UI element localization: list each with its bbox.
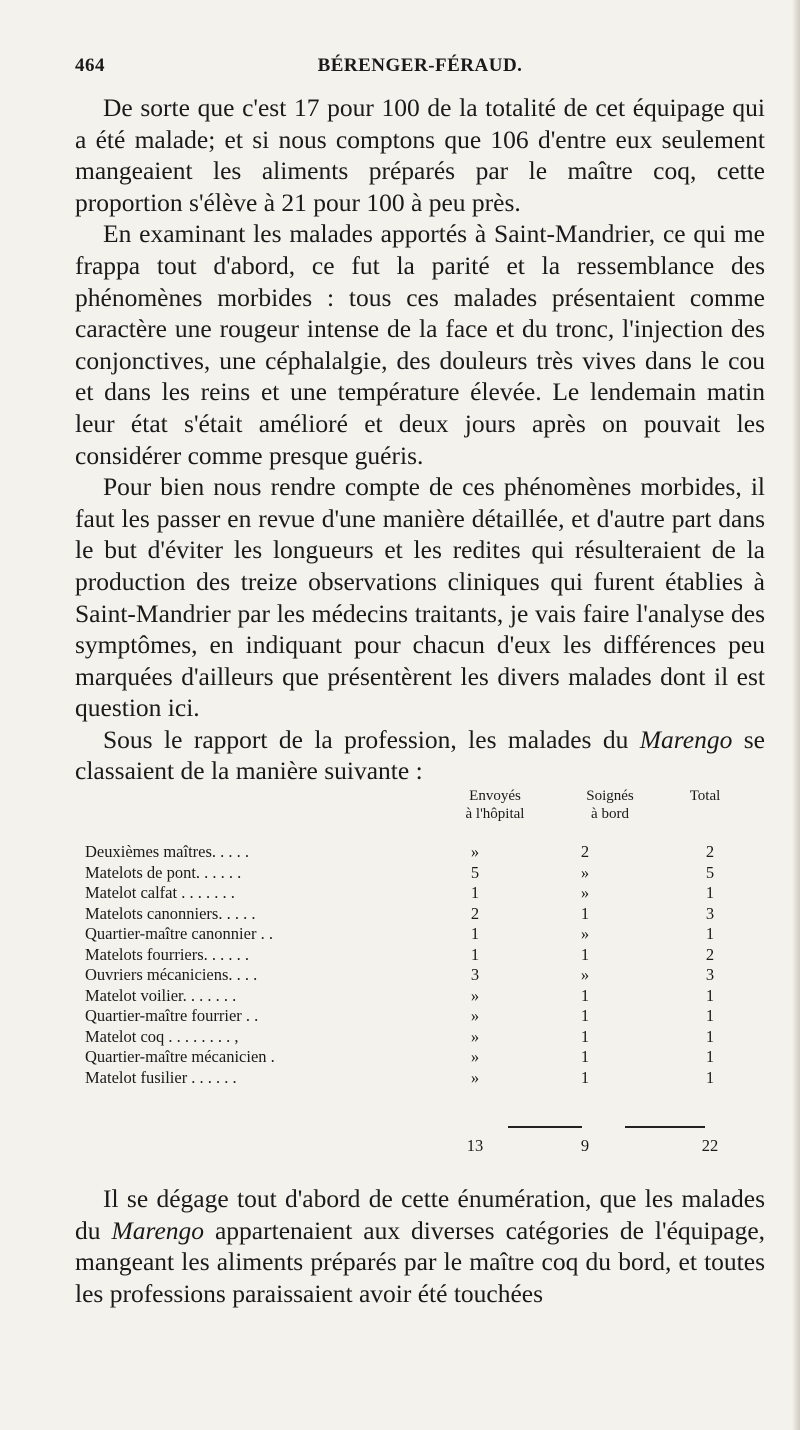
cell-soignes: 1 <box>580 1067 590 1087</box>
cell-envoyes: 1 <box>470 883 480 902</box>
sum-rule <box>508 1126 582 1128</box>
cell-soignes: » <box>580 862 590 882</box>
paragraph <box>75 1183 765 1309</box>
cell-envoyes: » <box>470 1047 480 1066</box>
row-label: Quartier-maître fourrier . . <box>85 1006 259 1025</box>
text-run: se classaient de la manière suivante : <box>75 724 765 786</box>
table-row <box>75 1047 765 1068</box>
table-row <box>75 904 765 925</box>
table-row <box>75 924 765 945</box>
cell-soignes: 1 <box>580 903 590 923</box>
text-run: Il se dégage tout d'abord de cette énumération, que les malades du <box>75 1184 765 1245</box>
cell-envoyes: 3 <box>470 965 480 984</box>
cell-soignes: 1 <box>580 1047 590 1066</box>
cell-total: 1 <box>705 1006 715 1025</box>
scan-edge <box>792 0 800 1430</box>
header-soignes <box>555 787 665 823</box>
cell-envoyes: 1 <box>470 944 480 964</box>
cell-envoyes: 1 <box>470 924 480 943</box>
cell-total: 1 <box>705 883 715 902</box>
cell-total: 3 <box>705 965 715 984</box>
cell-total: 1 <box>705 1067 715 1087</box>
row-label: Deuxièmes maîtres. . . . . <box>85 842 250 861</box>
cell-total: 1 <box>705 1026 715 1046</box>
cell-envoyes: 5 <box>470 862 480 882</box>
header-envoyes <box>425 787 565 823</box>
row-label: Matelot calfat . . . . . . . <box>85 883 235 902</box>
table-row <box>75 863 765 884</box>
header-soignes-line1: Soignés <box>586 788 634 804</box>
total-soignes: 9 <box>580 1136 590 1155</box>
header-total: Total <box>689 788 721 804</box>
cell-total: 1 <box>705 924 715 943</box>
cell-envoyes: » <box>470 1067 480 1087</box>
text-run: appartenaient aux diverses catégories de l'équipage, mangeant les aliments préparés par le maître coq du bord, et toutes les professions paraissaient avoir été touchées <box>75 1215 766 1308</box>
table-row <box>75 986 765 1007</box>
page-number: 464 <box>75 55 105 76</box>
row-label: Matelot coq . . . . . . . . , <box>85 1026 239 1046</box>
cell-total: 1 <box>705 1047 715 1066</box>
cell-envoyes: » <box>470 1006 480 1025</box>
table-row <box>75 1027 765 1048</box>
cell-soignes: » <box>580 883 590 902</box>
row-label: Matelot voilier. . . . . . . <box>85 985 237 1005</box>
header-soignes-line2: à bord <box>591 806 629 822</box>
paragraph: De sorte que c'est 17 pour 100 de la totalité de cet équipage qui a été malade; et si nous comptons que 106 d'entre eux seulement mangeaient les aliments préparés par le maître coq, cette proportion s'élève à 21 pour 100 à peu près. <box>75 93 765 217</box>
header-envoyes-line2: à l'hôpital <box>465 806 525 822</box>
text-run: Sous le rapport de la profession, les malades du <box>103 724 640 754</box>
table-row <box>75 965 765 986</box>
total-total: 22 <box>701 1136 719 1155</box>
closing-paragraph <box>75 1183 765 1309</box>
sum-rule <box>625 1126 705 1128</box>
table-header <box>75 787 765 837</box>
row-label: Quartier-maître mécanicien . <box>85 1047 275 1066</box>
cell-total: 3 <box>705 903 715 923</box>
table-row <box>75 1068 765 1089</box>
table-row <box>75 883 765 904</box>
row-label: Matelot fusilier . . . . . . <box>85 1067 237 1087</box>
row-label: Matelots de pont. . . . . . <box>85 862 242 882</box>
paragraph <box>75 724 765 787</box>
cell-total: 2 <box>705 944 715 964</box>
ship-name: Marengo <box>639 724 733 754</box>
total-envoyes: 13 <box>466 1136 484 1155</box>
cell-soignes: 1 <box>580 944 590 964</box>
row-label: Quartier-maître canonnier . . <box>85 924 273 943</box>
cell-soignes: » <box>580 965 590 984</box>
ship-name: Marengo <box>111 1215 205 1245</box>
cell-total: 5 <box>705 862 715 882</box>
profession-table <box>75 842 765 1088</box>
paragraph: Pour bien nous rendre compte de ces phénomènes morbides, il faut les passer en revue d'une manière détaillée, et d'autre part dans le but d'éviter les longueurs et les redites qui résulteraient de la production des treize observations cliniques qui furent établies à Saint-Mandrier par les médecins traitants, je vais faire l'analyse des symptômes, en indiquant pour chacun d'eux les différences peu marquées d'ailleurs que présentèrent les divers malades dont il est question ici. <box>75 472 765 723</box>
row-label: Ouvriers mécaniciens. . . . <box>85 965 258 984</box>
table-row <box>75 842 765 863</box>
row-label: Matelots canonniers. . . . . <box>85 903 256 923</box>
cell-total: 1 <box>705 985 715 1005</box>
cell-soignes: 2 <box>580 842 590 861</box>
cell-soignes: 1 <box>580 1006 590 1025</box>
cell-soignes: 1 <box>580 1026 590 1046</box>
table-row <box>75 945 765 966</box>
cell-envoyes: » <box>470 985 480 1005</box>
cell-envoyes: » <box>470 842 480 861</box>
table-row <box>75 1006 765 1027</box>
paragraph: En examinant les malades apportés à Saint-Mandrier, ce qui me frappa tout d'abord, ce fut la parité et la ressemblance des phénomènes morbides : tous ces malades présentaient comme caractère une rougeur intense de la face et du tronc, l'injection des conjonctives, une céphalalgie, des douleurs très vives dans le cou et dans les reins et une température élevée. Le lendemain matin leur état s'était amélioré et deux jours après on pouvait les considérer comme presque guéris. <box>75 219 765 470</box>
cell-envoyes: 2 <box>470 903 480 923</box>
cell-soignes: » <box>580 924 590 943</box>
page-header <box>75 55 765 85</box>
row-label: Matelots fourriers. . . . . . <box>85 944 250 964</box>
cell-soignes: 1 <box>580 985 590 1005</box>
body-text <box>75 92 765 787</box>
header-envoyes-line1: Envoyés <box>469 788 521 804</box>
cell-envoyes: » <box>470 1026 480 1046</box>
cell-total: 2 <box>705 842 715 861</box>
running-title: BÉRENGER-FÉRAUD. <box>317 55 523 76</box>
